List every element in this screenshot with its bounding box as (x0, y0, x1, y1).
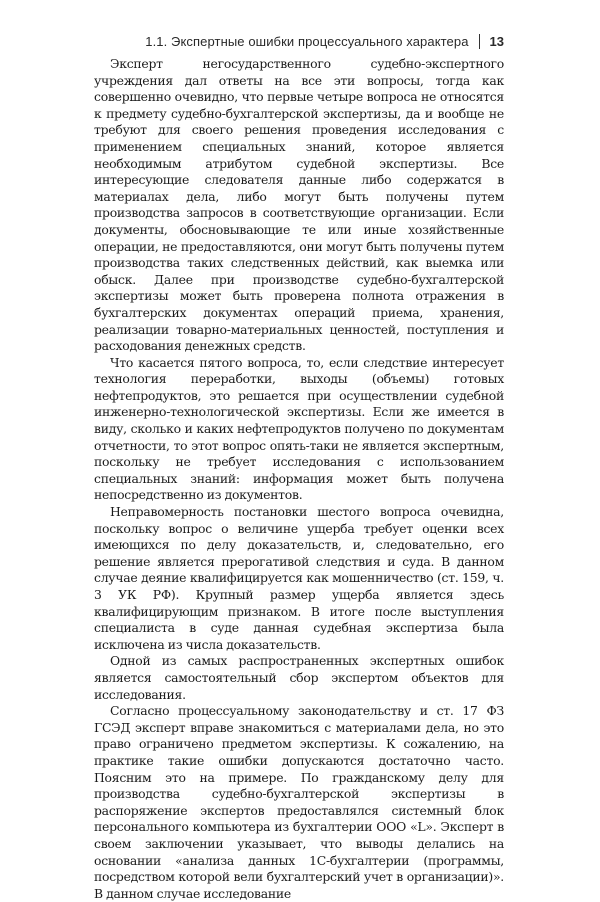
paragraph: Согласно процессуальному законодательству и ст. 17 ФЗ ГСЭД эксперт вправе знакомиться с материалами дела, но это право ограничено предметом экспертизы. К сожалению, на практике такие ошибки допускаются достаточно часто. Поясним это на примере. По гражданскому делу для производства судебно-бухгалтерской экспертизы в распоряжение экспертов предоставлялся системный блок персонального компьютера из бухгалтерии ООО «L». Эксперт в своем заключении указывает, что выводы делались на основании «анализа данных 1С-бухгалтерии (программы, посредством которой вели бухгалтерский учет в организации)». В данном случае исследование (94, 703, 504, 901)
paragraph: Одной из самых распространенных экспертных ошибок является самостоятельный сбор экспертом объектов для исследования. (94, 653, 504, 702)
paragraph: Эксперт негосударственного судебно-экспертного учреждения дал ответы на все эти вопросы, тогда как совершенно очевидно, что первые четыре вопроса не относятся к предмету судебно-бухгалтерской экспертизы, да и вообще не требуют для своего решения проведения исследования с применением специальных знаний, которое является необходимым атрибутом судебной экспертизы. Все интересующие следователя данные либо содержатся в материалах дела, либо могут быть получены путем производства запросов в соответствующие организации. Если документы, обосновывающие те или иные хозяйственные операции, не предоставляются, они могут быть получены путем производства таких следственных действий, как выемка или обыск. Далее при производстве судебно-бухгалтерской экспертизы может быть проверена полнота отражения в бухгалтерских документах операций приема, хранения, реализации товарно-материальных ценностей, поступления и расходования денежных средств. (94, 56, 504, 354)
paragraph: Что касается пятого вопроса, то, если следствие интересует технология переработки, выходы (объемы) готовых нефтепродуктов, это решается при осуществлении судебной инженерно-технологической экспертизы. Если же имеется в виду, сколько и каких нефтепродуктов получено по документам отчетности, то этот вопрос опять-таки не является экспертным, поскольку не требует исследования с использованием специальных знаний: информация может быть получена непосредственно из документов. (94, 354, 504, 503)
page-number: 13 (489, 34, 504, 49)
running-header-title: 1.1. Экспертные ошибки процессуального характера (145, 34, 469, 49)
header-divider (479, 34, 480, 49)
paragraph: Неправомерность постановки шестого вопроса очевидна, поскольку вопрос о величине ущерба требует оценки всех имеющихся по делу доказательств, и, следовательно, его решение является прерогативой следствия и суда. В данном случае деяние квалифицируется как мошенничество (ст. 159, ч. 3 УК РФ). Крупный размер ущерба является здесь квалифицирующим признаком. В итоге после выступления специалиста в суде данная судебная экспертиза была исключена из числа доказательств. (94, 504, 504, 652)
running-header (145, 34, 504, 49)
body-text (94, 56, 504, 902)
